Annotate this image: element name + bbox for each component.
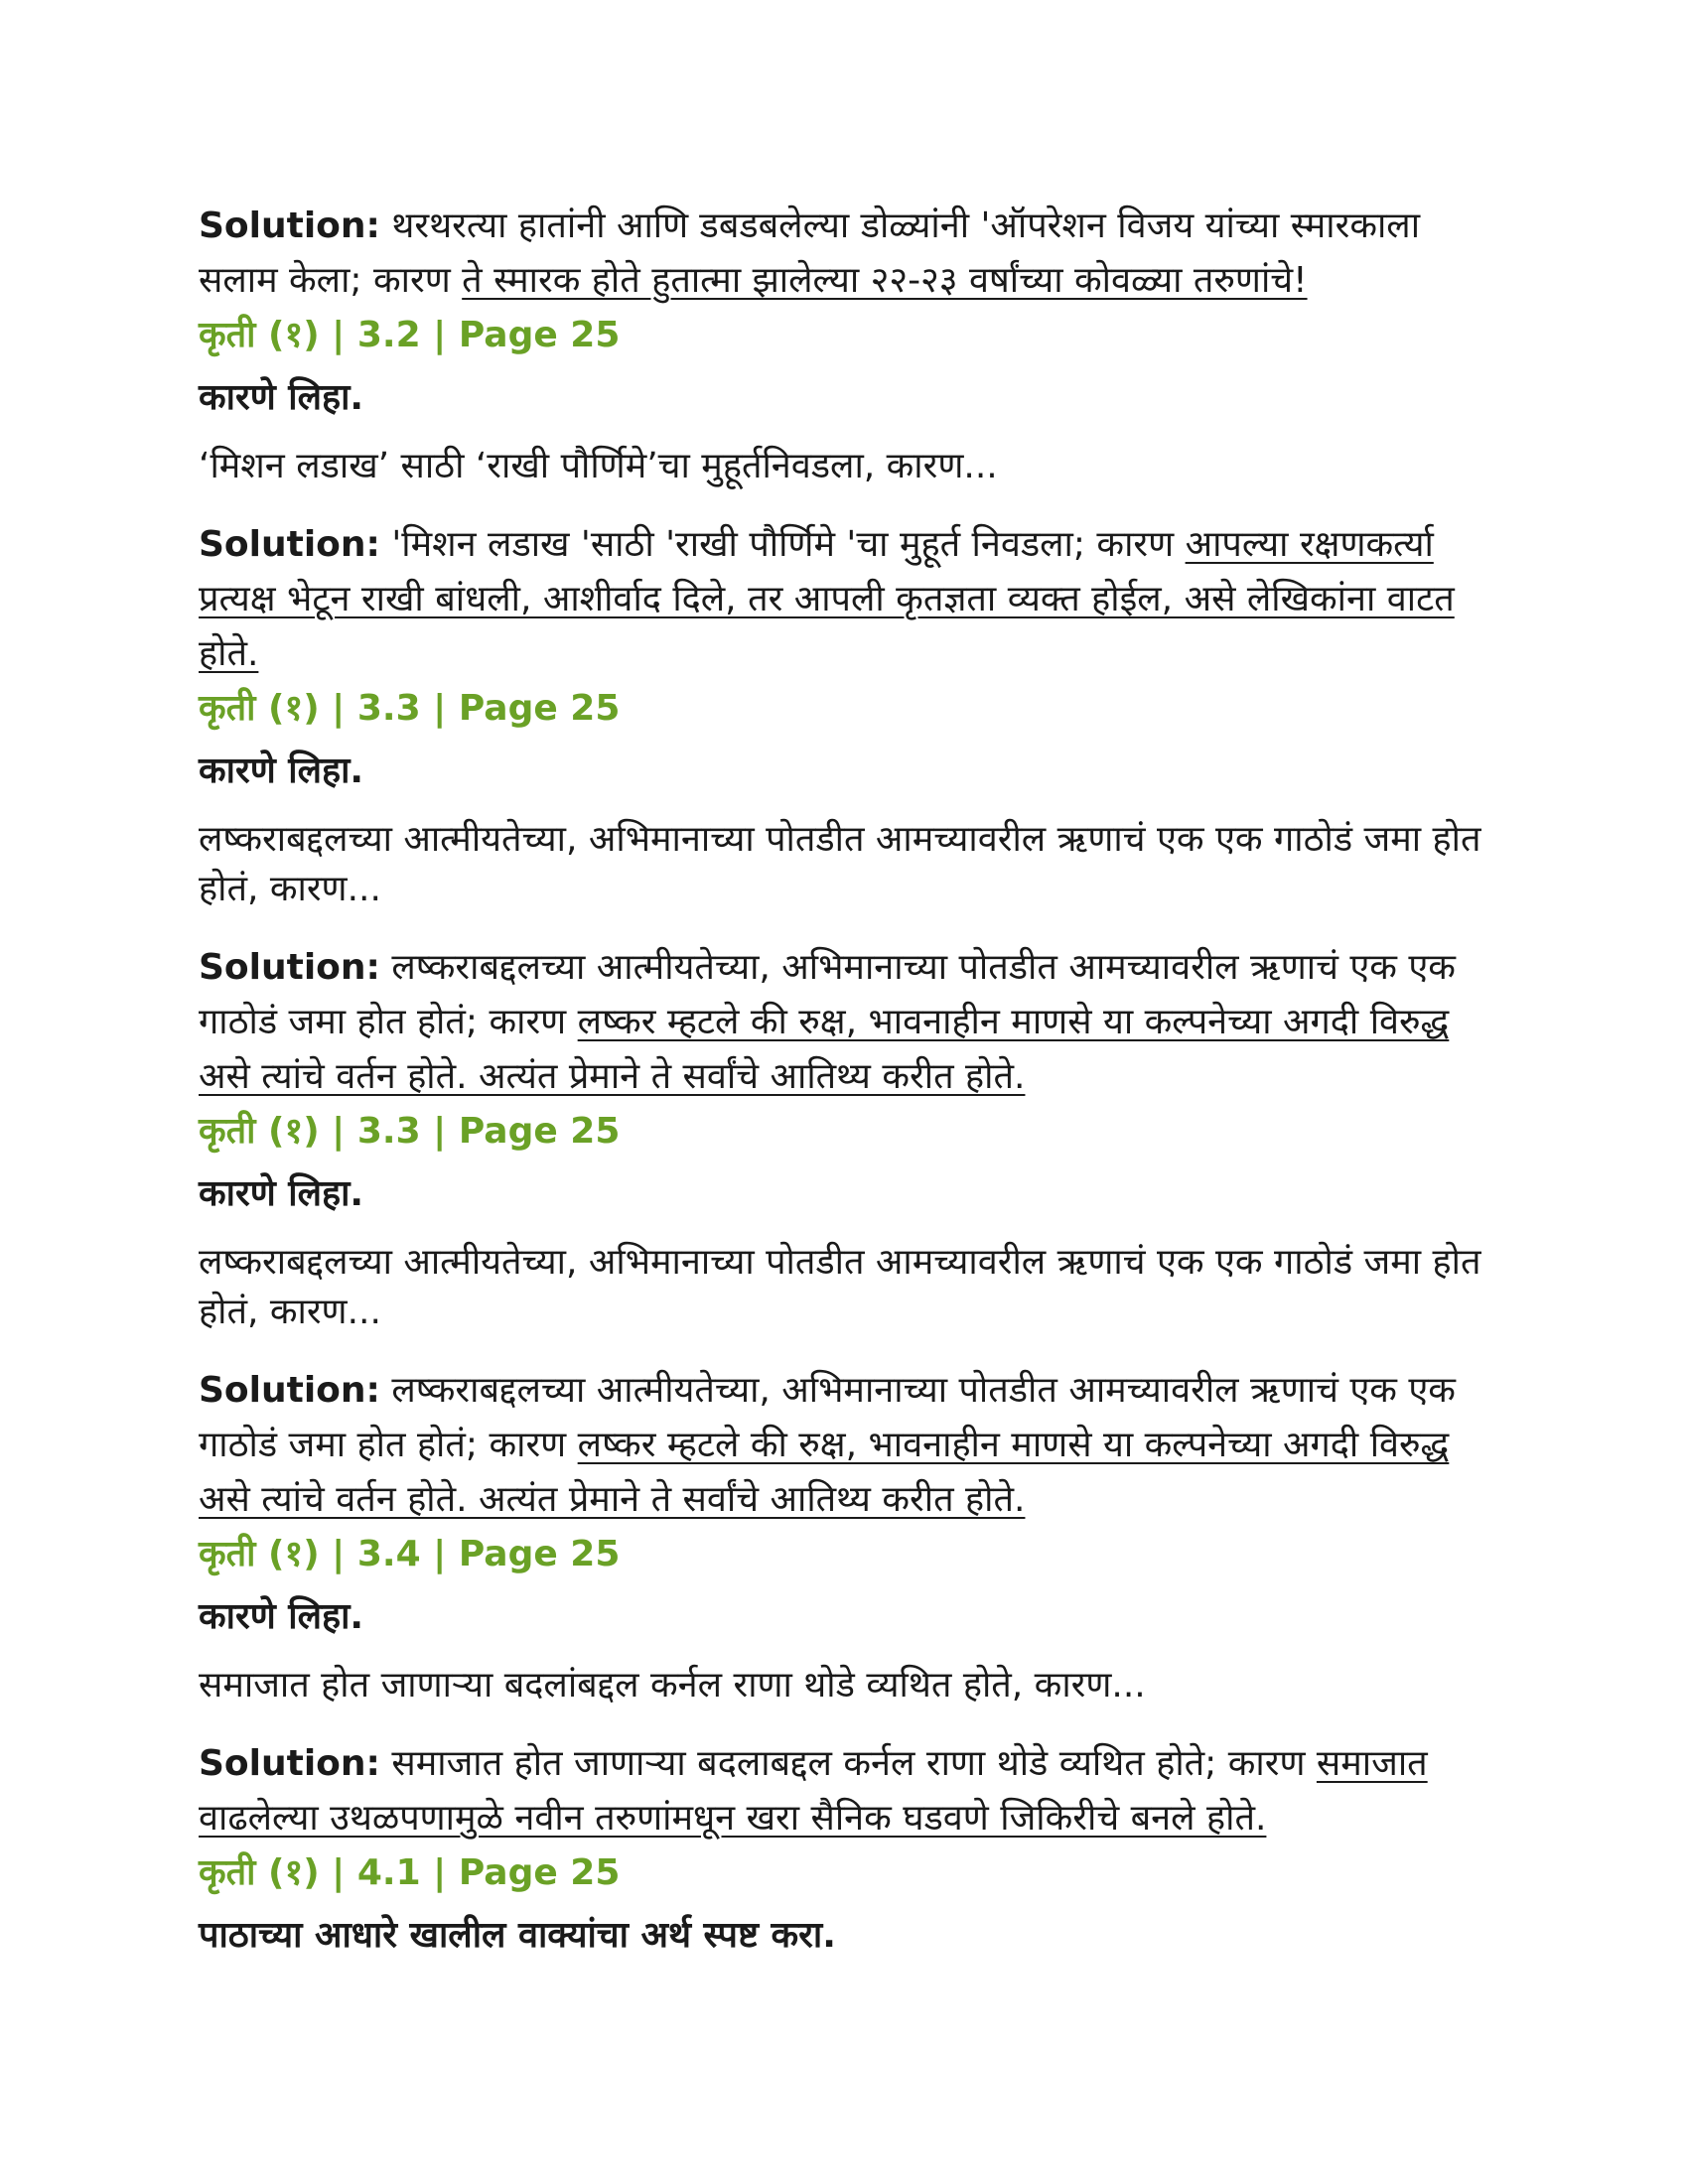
- solution-paragraph: [199, 517, 1489, 681]
- qa-block-5: [199, 1527, 1489, 1845]
- question-text: लष्कराबद्दलच्या आत्मीयतेच्या, अभिमानाच्या पोतडीत आमच्यावरील ऋणाचं एक एक गाठोडं जमा होत होतं, कारण...: [199, 1242, 1481, 1332]
- qa-block-4: [199, 1104, 1489, 1527]
- question-heading: कारणे लिहा.: [199, 377, 364, 418]
- question-reference-link[interactable]: कृती (१) | 3.3 | Page 25: [199, 1111, 621, 1152]
- question-heading: कारणे लिहा.: [199, 1173, 364, 1214]
- solution-answer: आपल्या रक्षणकर्त्या प्रत्यक्ष भेटून राखी बांधली, आशीर्वाद दिले, तर आपली कृतज्ञता व्यक्त होईल, असे लेखिकांना वाटत होते.: [199, 524, 1455, 674]
- solution-label: Solution:: [199, 205, 380, 246]
- solution-label: Solution:: [199, 1370, 380, 1411]
- solution-answer: ते स्मारक होते हुतात्मा झालेल्या २२-२३ वर्षांच्या कोवळ्या तरुणांचे!: [462, 260, 1308, 301]
- solution-label: Solution:: [199, 1743, 380, 1784]
- solution-answer: समाजात वाढलेल्या उथळपणामुळे नवीन तरुणांमधून खरा सैनिक घडवणे जिकिरीचे बनले होते.: [199, 1743, 1428, 1839]
- solution-answer: लष्कर म्हटले की रुक्ष, भावनाहीन माणसे या कल्पनेच्या अगदी विरुद्ध असे त्यांचे वर्तन होते. अत्यंत प्रेमाने ते सर्वांचे आतिथ्य करीत होते.: [199, 1002, 1450, 1097]
- question-reference-link[interactable]: कृती (१) | 4.1 | Page 25: [199, 1852, 621, 1893]
- solution-paragraph: [199, 1363, 1489, 1527]
- qa-block-6: [199, 1845, 1489, 1960]
- solution-paragraph: [199, 199, 1489, 308]
- question-heading: कारणे लिहा.: [199, 751, 364, 791]
- qa-block-2: [199, 308, 1489, 681]
- question-reference-link[interactable]: कृती (१) | 3.4 | Page 25: [199, 1534, 621, 1574]
- solution-text: लष्कराबद्दलच्या आत्मीयतेच्या, अभिमानाच्या पोतडीत आमच्यावरील ऋणाचं एक एक गाठोडं जमा होत होतं; कारण: [199, 947, 1456, 1042]
- solution-paragraph: [199, 1736, 1489, 1845]
- solution-text: 'मिशन लडाख 'साठी 'राखी पौर्णिमे 'चा मुहूर्त निवडला; कारण: [391, 524, 1186, 565]
- document-page: [199, 199, 1489, 1960]
- solution-answer: लष्कर म्हटले की रुक्ष, भावनाहीन माणसे या कल्पनेच्या अगदी विरुद्ध असे त्यांचे वर्तन होते. अत्यंत प्रेमाने ते सर्वांचे आतिथ्य करीत होते.: [199, 1425, 1450, 1520]
- question-reference-link[interactable]: कृती (१) | 3.2 | Page 25: [199, 315, 621, 355]
- solution-label: Solution:: [199, 947, 380, 988]
- question-reference-link[interactable]: कृती (१) | 3.3 | Page 25: [199, 688, 621, 729]
- qa-block-3: [199, 681, 1489, 1104]
- solution-paragraph: [199, 940, 1489, 1104]
- question-text: ‘मिशन लडाख’ साठी ‘राखी पौर्णिमे’चा मुहूर्तनिवडला, कारण...: [199, 446, 998, 486]
- qa-block-1: [199, 199, 1489, 308]
- question-text: समाजात होत जाणाऱ्या बदलांबद्दल कर्नल राणा थोडे व्यथित होते, कारण...: [199, 1665, 1146, 1706]
- solution-text: समाजात होत जाणाऱ्या बदलाबद्दल कर्नल राणा थोडे व्यथित होते; कारण: [391, 1743, 1317, 1784]
- solution-label: Solution:: [199, 524, 380, 565]
- solution-text: थरथरत्या हातांनी आणि डबडबलेल्या डोळ्यांनी 'ऑपरेशन विजय यांच्या स्मारकाला सलाम केला; कारण: [199, 205, 1421, 301]
- solution-text: लष्कराबद्दलच्या आत्मीयतेच्या, अभिमानाच्या पोतडीत आमच्यावरील ऋणाचं एक एक गाठोडं जमा होत होतं; कारण: [199, 1370, 1456, 1465]
- question-heading: पाठाच्या आधारे खालील वाक्यांचा अर्थ स्पष्ट करा.: [199, 1915, 836, 1956]
- question-heading: कारणे लिहा.: [199, 1596, 364, 1637]
- question-text: लष्कराबद्दलच्या आत्मीयतेच्या, अभिमानाच्या पोतडीत आमच्यावरील ऋणाचं एक एक गाठोडं जमा होत होतं, कारण...: [199, 819, 1481, 909]
